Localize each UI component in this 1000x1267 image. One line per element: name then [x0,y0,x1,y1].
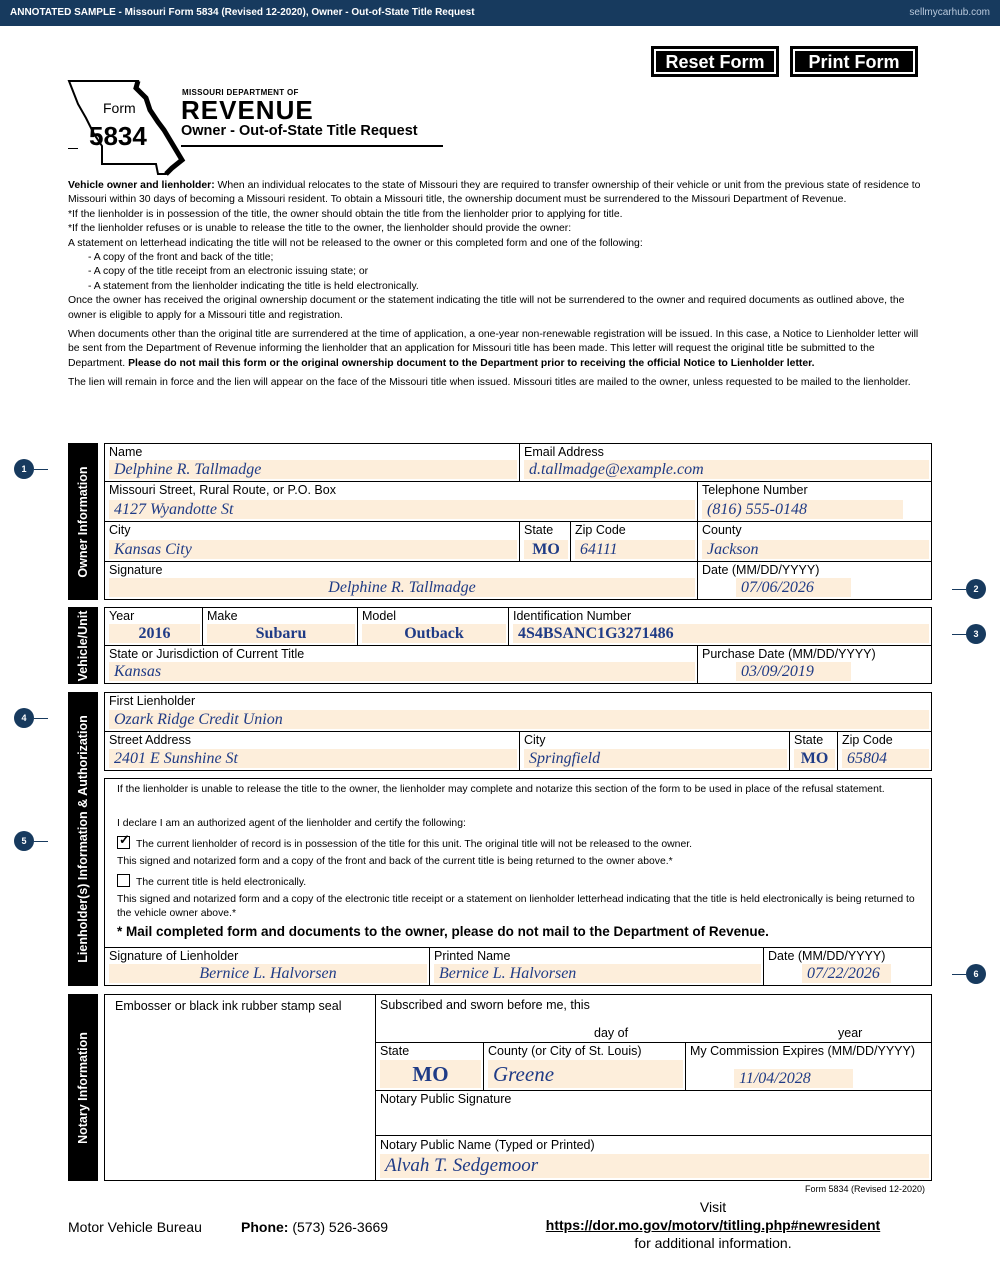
phone-info [241,1219,388,1235]
lienholder-address-section [104,692,932,771]
form-word: Form [103,100,136,116]
notary-name-field[interactable]: Alvah T. Sedgemoor [380,1154,929,1178]
instructions [68,179,930,391]
notary-county-cell: County (or City of St. Louis) Greene [484,1043,686,1091]
owner-street-field[interactable]: 4127 Wyandotte St [109,500,695,519]
lien-street-cell: Street Address 2401 E Sunshine St [105,732,520,770]
lien-date-cell: Date (MM/DD/YYYY) 07/22/2026 [764,947,931,985]
owner-signature-field[interactable]: Delphine R. Tallmadge [109,578,695,597]
owner-state-field[interactable]: MO [524,540,568,559]
owner-street-cell: Missouri Street, Rural Route, or P.O. Box 4127 Wyandotte St [105,482,698,522]
intro-paragraph-3: The lien will remain in force and the lien will appear on the face of the Missouri title when issued. Missouri titles are mailed to the owner, unless requested to be mailed to the lienholder. [68,377,911,389]
notary-signature-cell: Notary Public Signature [376,1091,931,1136]
owner-zip-field[interactable]: 64111 [575,540,695,559]
owner-city-cell: City Kansas City [105,522,520,562]
notary-state-cell: State MO [376,1043,484,1091]
notary-name-cell: Notary Public Name (Typed or Printed) Alvah T. Sedgemoor [376,1136,931,1180]
department-name: REVENUE [181,95,314,125]
motor-vehicle-bureau: Motor Vehicle Bureau [68,1219,202,1235]
vehicle-year-field[interactable]: 2016 [109,624,200,643]
lien-state-cell: State MO [790,732,838,770]
lien-option-2 [117,874,923,890]
owner-phone-cell: Telephone Number (816) 555-0148 [698,482,931,522]
lien-state-field[interactable]: MO [794,749,835,768]
vehicle-purchase-date-cell: Purchase Date (MM/DD/YYYY) 03/09/2019 [702,647,876,680]
notary-sidebar: Notary Information [68,994,98,1181]
owner-section [104,443,932,600]
print-form-button[interactable]: Print Form [790,46,918,77]
first-lienholder-cell: First Lienholder Ozark Ridge Credit Union [105,693,931,732]
lien-signature-field[interactable]: Bernice L. Halvorsen [109,964,427,983]
annotation-marker-6: 6 [966,964,986,984]
year-label: year [838,1026,863,1040]
lien-statement-3: This signed and notarized form and a copy of the front and back of the current title is being returned to the owner above.* [117,856,673,867]
vehicle-title-state-field[interactable]: Kansas [109,662,695,681]
owner-county-cell: County Jackson [698,522,931,562]
first-lienholder-field[interactable]: Ozark Ridge Credit Union [109,710,929,729]
lien-printed-name-cell: Printed Name Bernice L. Halvorsen [430,947,764,985]
sworn-cell [376,995,931,1043]
form-number: 5834 [89,121,147,151]
lien-statement-1: If the lienholder is unable to release the title to the owner, the lienholder may complete and notarize this section of the form to be used in place of the refusal statement. [117,784,885,795]
owner-phone-field[interactable]: (816) 555-0148 [702,500,903,519]
phone-number: (573) 526-3669 [292,1219,389,1235]
banner-title: ANNOTATED SAMPLE - Missouri Form 5834 (Revised 12-2020), Owner - Out-of-State Title Request [10,7,475,18]
lien-zip-cell: Zip Code 65804 [838,732,931,770]
notary-county-field[interactable]: Greene [488,1060,683,1088]
annotation-marker-5: 5 [14,831,34,851]
notary-commission-cell: My Commission Expires (MM/DD/YYYY) 11/04/2028 [686,1043,931,1091]
owner-email-cell: Email Address d.tallmadge@example.com [520,444,931,482]
department-small-text: MISSOURI DEPARTMENT OF [182,88,299,97]
top-banner [0,0,1000,26]
intro-bullet-3: - A statement from the lienholder indicating the title is held electronically. [88,280,419,292]
day-of-label: day of [594,1026,629,1040]
lien-option-1-label: The current lienholder of record is in possession of the title for this unit. The original title will not be released to the owner. [136,839,693,850]
intro-paragraph-1: When an individual relocates to the state of Missouri they are required to transfer ownership of their vehicle or unit from the previous state of residence to Missouri within 30 days of becoming a Missouri resident. To obtain a Missouri title, the ownership document must be surrendered to the Missouri Department of Revenue. [68,180,921,206]
vehicle-title-state-cell: State or Jurisdiction of Current Title Kansas [105,646,698,683]
owner-county-field[interactable]: Jackson [702,540,929,559]
mail-instructions: * Mail completed form and documents to the owner, please do not mail to the Department of Revenue. [117,924,769,939]
intro-line-3: A statement on letterhead indicating the title will not be released to the owner or this completed form and one of the following: [68,237,643,249]
seal-label: Embosser or black ink rubber stamp seal [115,999,342,1013]
lien-printed-name-field[interactable]: Bernice L. Halvorsen [434,964,761,983]
vehicle-make-cell: Make Subaru [203,608,358,646]
lien-signature-cell: Signature of Lienholder Bernice L. Halvorsen [105,947,430,985]
lien-statement-4: This signed and notarized form and a copy of the electronic title receipt or a statement on lienholder letterhead indicating that the title is held electronically is being returned to the vehicle owner above.* [117,894,915,920]
vehicle-section [104,607,932,684]
vehicle-vin-field[interactable]: 4S4BSANC1G3271486 [513,624,929,643]
lien-statement-2: I declare I am an authorized agent of the lienholder and certify the following: [117,818,466,829]
annotation-marker-4: 4 [14,708,34,728]
lien-city-cell: City Springfield [520,732,790,770]
owner-date-cell: Date (MM/DD/YYYY) 07/06/2026 [698,562,931,599]
lien-date-field[interactable]: 07/22/2026 [802,964,891,983]
owner-zip-cell: Zip Code 64111 [571,522,698,562]
notary-commission-field[interactable]: 11/04/2028 [734,1069,853,1088]
lien-zip-field[interactable]: 65804 [842,749,929,768]
notary-state-field[interactable]: MO [380,1060,481,1088]
intro-line-4: Once the owner has received the original ownership document or the statement indicating the title will not be surrendered to the owner and required documents as outlined above, the owner is eligible to apply for a Missouri title and registration. [68,295,905,321]
title-electronic-checkbox[interactable] [117,874,130,887]
owner-email-field[interactable]: d.tallmadge@example.com [524,460,929,479]
vehicle-sidebar: Vehicle/Unit [68,607,98,684]
owner-name-field[interactable]: Delphine R. Tallmadge [109,460,517,479]
vehicle-make-field[interactable]: Subaru [207,624,355,643]
lien-city-field[interactable]: Springfield [524,749,787,768]
lien-option-2-label: The current title is held electronically. [136,877,307,888]
annotation-marker-1: 1 [14,459,34,479]
new-resident-link[interactable]: https://dor.mo.gov/motorv/titling.php#newresident [545,1217,881,1233]
reset-form-button[interactable]: Reset Form [651,46,779,77]
vehicle-vin-cell: Identification Number 4S4BSANC1G3271486 [509,608,931,646]
vehicle-purchase-date-field[interactable]: 03/09/2019 [736,662,851,681]
form-revision: Form 5834 (Revised 12-2020) [805,1184,926,1194]
lienholder-authorization-section [104,778,932,986]
intro-line-2: *If the lienholder refuses or is unable to release the title to the owner, the lienholder should provide the owner: [68,223,572,235]
annotation-marker-2: 2 [966,579,986,599]
banner-site[interactable]: sellmycarhub.com [909,7,990,18]
seal-cell [105,995,376,1180]
owner-date-field[interactable]: 07/06/2026 [736,578,851,597]
owner-state-cell: State MO [520,522,571,562]
lien-option-1 [117,836,923,852]
vehicle-year-cell: Year 2016 [105,608,203,646]
additional-info-text: for additional information. [634,1235,792,1251]
intro-line-1: *If the lienholder is in possession of the title, the owner should obtain the title from the lienholder prior to applying for title. [68,208,623,220]
intro-paragraph-2-bold: Please do not mail this form or the original ownership document to the Department prior to receiving the official Notice to Lienholder letter. [128,357,815,369]
intro-bullet-2: - A copy of the title receipt from an electronic issuing state; or [88,266,369,278]
vehicle-model-field[interactable]: Outback [362,624,506,643]
owner-city-field[interactable]: Kansas City [109,540,517,559]
vehicle-model-cell: Model Outback [358,608,509,646]
lien-street-field[interactable]: 2401 E Sunshine St [109,749,517,768]
owner-name-cell: Name Delphine R. Tallmadge [105,444,520,482]
intro-bullet-1: - A copy of the front and back of the title; [88,252,274,264]
title-in-possession-checkbox[interactable] [117,836,130,849]
sworn-label: Subscribed and sworn before me, this [380,998,590,1012]
lienholder-sidebar: Lienholder(s) Information & Authorization [68,692,98,986]
phone-label: Phone: [241,1219,289,1235]
notary-section [104,994,932,1181]
owner-signature-cell: Signature Delphine R. Tallmadge [105,562,698,599]
intro-bold-lead: Vehicle owner and lienholder: [68,180,215,191]
annotation-marker-3: 3 [966,624,986,644]
form-title: Owner - Out-of-State Title Request [181,123,418,139]
intro-paragraph-2: When documents other than the original title are surrendered at the time of application, a one-year non-renewable registration will be issued. In this case, a Notice to Lienholder letter will be sent from the Department of Revenue informing the lienholder that an application for Missouri title has been made. This letter will request the original title be submitted to the Department. [68,329,919,369]
owner-sidebar: Owner Information [68,443,98,600]
visit-text: Visit [699,1199,727,1215]
